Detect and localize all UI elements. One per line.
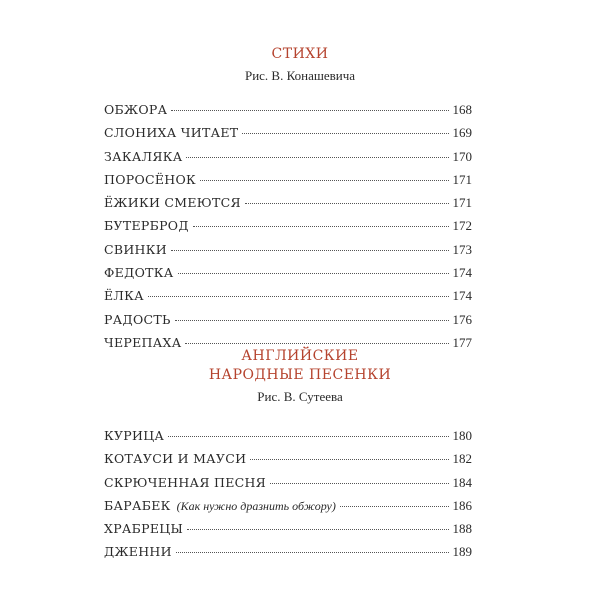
dot-leader — [168, 436, 448, 437]
toc-entry[interactable] — [104, 521, 472, 544]
toc-entry-title: СВИНКИ — [104, 241, 167, 257]
toc-entry-note: (Как нужно дразнить обжору) — [176, 498, 336, 513]
section-title-line: АНГЛИЙСКИЕ — [241, 348, 359, 364]
toc-entry-title: ПОРОСЁНОК — [104, 171, 197, 187]
dot-leader — [171, 110, 448, 111]
toc-entry-page: 173 — [452, 241, 472, 257]
toc-entry-title: КУРИЦА — [104, 428, 165, 443]
toc-list-stikhi — [104, 102, 472, 358]
toc-entry[interactable] — [104, 451, 472, 474]
toc-entry-page: 176 — [452, 311, 472, 327]
toc-entry-page: 188 — [452, 521, 472, 537]
toc-entry[interactable] — [104, 288, 472, 311]
toc-entry-title: ОБЖОРА — [104, 102, 168, 117]
toc-entry-title: СКРЮЧЕННАЯ ПЕСНЯ — [104, 474, 267, 490]
section-title-stikhi — [0, 45, 600, 64]
toc-entry-page: 177 — [452, 334, 472, 350]
toc-entry-title: ХРАБРЕЦЫ — [104, 521, 184, 537]
dot-leader — [185, 343, 448, 344]
dot-leader — [176, 552, 449, 553]
toc-entry-title: БАРАБЕК — [104, 497, 171, 513]
toc-entry-title: ЁЖИКИ СМЕЮТСЯ — [104, 195, 241, 211]
toc-entry[interactable] — [104, 312, 472, 335]
dot-leader — [340, 506, 449, 507]
dot-leader — [186, 157, 448, 158]
dot-leader — [250, 459, 448, 460]
toc-entry[interactable] — [104, 218, 472, 241]
toc-entry-title: ЁЛКА — [104, 288, 144, 304]
toc-entry-title: БУТЕРБРОД — [104, 218, 189, 234]
dot-leader — [175, 320, 449, 321]
toc-entry-page: 180 — [452, 428, 472, 443]
toc-entry-page: 186 — [452, 497, 472, 513]
dot-leader — [242, 133, 448, 134]
toc-entry-title: ЗАКАЛЯКА — [104, 148, 183, 164]
dot-leader — [200, 180, 448, 181]
toc-entry-page: 171 — [452, 195, 472, 211]
toc-entry-title: СЛОНИХА ЧИТАЕТ — [104, 125, 239, 141]
dot-leader — [178, 273, 449, 274]
section-title-line: НАРОДНЫЕ ПЕСЕНКИ — [208, 367, 392, 383]
toc-entry[interactable] — [104, 498, 472, 521]
toc-entry-page: 174 — [452, 265, 472, 281]
toc-entry-page: 170 — [452, 148, 472, 164]
dot-leader — [193, 226, 449, 227]
toc-entry-page: 184 — [452, 474, 472, 490]
toc-entry[interactable] — [104, 544, 472, 567]
toc-entry-title: КОТАУСИ И МАУСИ — [104, 451, 247, 467]
toc-entry-page: 182 — [452, 451, 472, 467]
toc-entry-page: 172 — [452, 218, 472, 234]
dot-leader — [270, 483, 448, 484]
toc-entry[interactable] — [104, 195, 472, 218]
dot-leader — [171, 250, 449, 251]
toc-list-english-songs — [104, 428, 472, 568]
dot-leader — [245, 203, 449, 204]
toc-entry-title: ЧЕРЕПАХА — [104, 334, 182, 350]
toc-entry-title: ФЕДОТКА — [104, 265, 174, 281]
toc-entry[interactable] — [104, 475, 472, 498]
section-title-line: СТИХИ — [271, 46, 329, 62]
toc-entry-title: РАДОСТЬ — [104, 311, 171, 327]
dot-leader — [148, 296, 449, 297]
section-credit: Рис. В. Сутеева — [257, 389, 343, 404]
toc-entry[interactable] — [104, 172, 472, 195]
section-title-english-songs — [0, 347, 600, 385]
toc-entry-page: 171 — [452, 171, 472, 187]
toc-entry[interactable] — [104, 102, 472, 125]
toc-entry-page: 169 — [452, 125, 472, 141]
dot-leader — [187, 529, 448, 530]
toc-entry[interactable] — [104, 428, 472, 451]
toc-entry[interactable] — [104, 242, 472, 265]
section-credit: Рис. В. Конашевича — [244, 68, 356, 83]
toc-entry-page: 168 — [452, 102, 472, 117]
toc-entry-page: 189 — [452, 544, 472, 560]
toc-entry[interactable] — [104, 125, 472, 148]
toc-entry[interactable] — [104, 149, 472, 172]
toc-entry-title: ДЖЕННИ — [104, 544, 172, 560]
toc-entry[interactable] — [104, 265, 472, 288]
toc-entry-page: 174 — [452, 288, 472, 304]
